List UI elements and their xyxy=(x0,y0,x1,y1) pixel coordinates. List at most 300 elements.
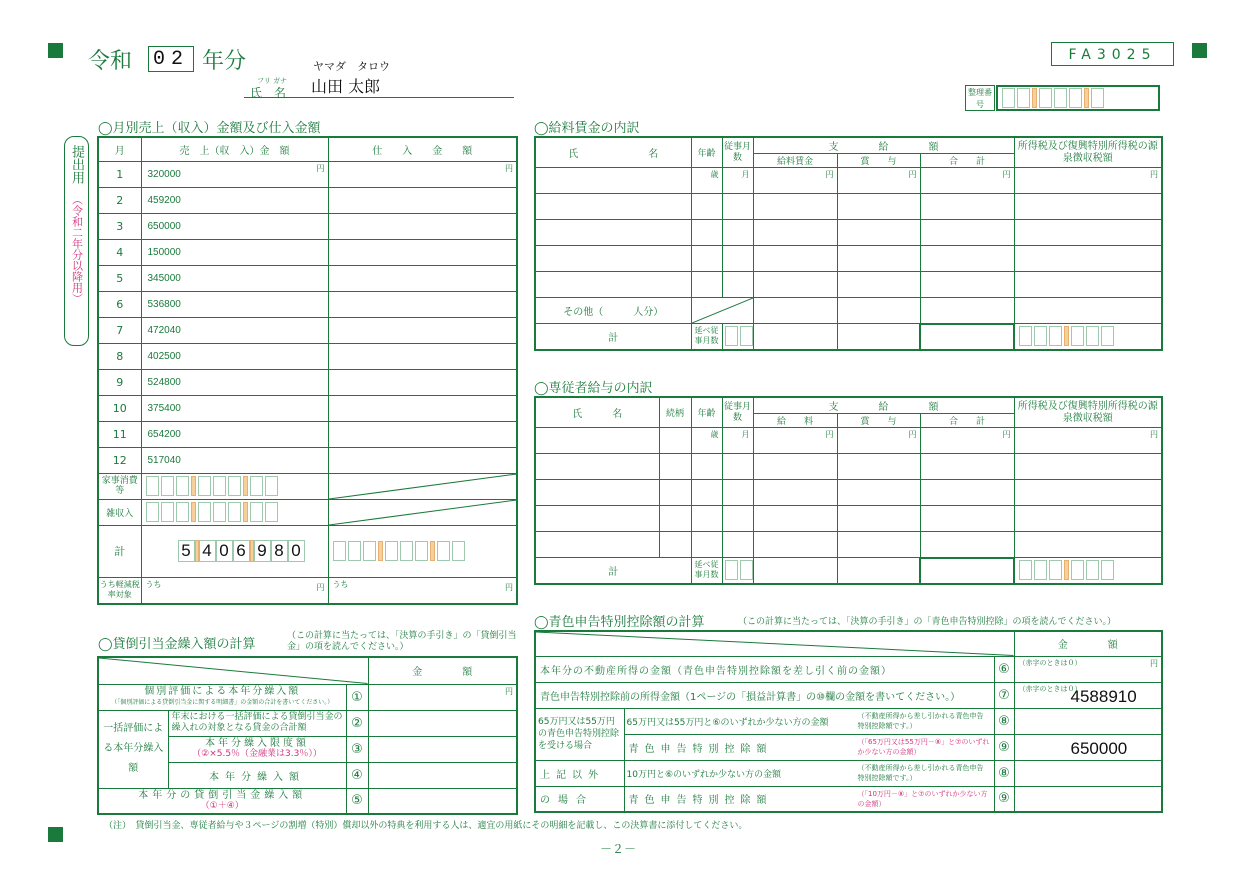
bd-n4: ④ xyxy=(346,762,368,788)
cell[interactable] xyxy=(691,506,722,532)
nobe-field[interactable] xyxy=(722,324,753,350)
bad-debt-head-blank xyxy=(98,657,368,684)
b-v8b[interactable] xyxy=(1014,760,1162,786)
purchase-value[interactable] xyxy=(328,291,517,317)
sales-value-text: 345000 xyxy=(147,272,181,284)
zatsu-field[interactable] xyxy=(141,499,328,525)
cell[interactable] xyxy=(722,428,753,454)
keigen-purchase[interactable] xyxy=(328,577,517,604)
unit-label: 円 xyxy=(908,170,917,179)
b-g2a: 上記以外 xyxy=(535,760,624,786)
cell[interactable] xyxy=(722,454,753,480)
cell[interactable] xyxy=(753,246,837,272)
cell[interactable] xyxy=(722,220,753,246)
unit-label: 円 xyxy=(825,430,834,439)
cell[interactable] xyxy=(837,506,920,532)
cell[interactable] xyxy=(659,428,691,454)
salary-title: ◯給料賃金の内訳 xyxy=(534,121,640,136)
total-digit: 9 xyxy=(254,540,271,562)
col-kyuryo: 給料賃金 xyxy=(753,154,837,168)
furigana-value[interactable]: ヤマダ タロウ xyxy=(313,60,390,73)
cell[interactable] xyxy=(1014,454,1162,480)
cell[interactable] xyxy=(722,532,753,558)
salary-other: その他（ 人分） xyxy=(535,298,691,324)
cell[interactable] xyxy=(837,194,920,220)
sales-value-text: 459200 xyxy=(147,194,181,206)
month-label: 7 xyxy=(98,317,141,343)
cell[interactable] xyxy=(753,480,837,506)
purchase-total-field[interactable] xyxy=(328,525,517,577)
sales-value-text: 536800 xyxy=(147,298,181,310)
b-r9b: 青色申告特別控除額 xyxy=(628,795,773,807)
cell[interactable] xyxy=(691,454,722,480)
cell[interactable] xyxy=(535,428,659,454)
table-row xyxy=(535,454,1162,480)
family-tax-total[interactable] xyxy=(1014,558,1162,584)
bad-debt-note: （この計算に当たっては、「決算の手引き」の「貸倒引当金」の項を読んでください。） xyxy=(287,631,517,652)
cell[interactable] xyxy=(920,558,1014,584)
table-row xyxy=(535,480,1162,506)
bd-r5: 本年分の貸倒引当金繰入額 xyxy=(138,789,307,801)
cell[interactable] xyxy=(837,272,920,298)
blue-head-blank xyxy=(535,631,1014,656)
sales-title: ◯月別売上（収入）金額及び仕入金額 xyxy=(98,121,321,136)
col-purchase: 仕 入 金 額 xyxy=(328,137,517,161)
cell[interactable] xyxy=(837,480,920,506)
uchi-label: うち xyxy=(332,579,349,589)
blue-title: ◯青色申告特別控除額の計算 xyxy=(534,615,705,630)
sales-value-text: 150000 xyxy=(147,246,181,258)
nobe-label: 延べ従事月数 xyxy=(691,324,722,350)
yen-unit: 円 xyxy=(316,583,325,592)
b-v7-value: 4588910 xyxy=(1070,686,1137,706)
purchase-value[interactable] xyxy=(328,317,517,343)
bd-n2: ② xyxy=(346,710,368,736)
cell[interactable] xyxy=(837,558,920,584)
cell[interactable] xyxy=(837,298,920,324)
sales-value[interactable] xyxy=(141,395,328,421)
sales-value-text: 650000 xyxy=(147,220,181,232)
bad-debt-table xyxy=(97,656,518,815)
unit-label: 円 xyxy=(1002,430,1011,439)
cell[interactable] xyxy=(535,532,659,558)
sales-row xyxy=(98,343,517,369)
cell[interactable] xyxy=(659,532,691,558)
sales-value[interactable] xyxy=(141,317,328,343)
b-v9-value: 650000 xyxy=(1070,738,1128,758)
cell[interactable] xyxy=(659,506,691,532)
name-value[interactable]: 山田 太郎 xyxy=(311,77,381,96)
col-sales: 売 上（収 入）金 額 xyxy=(141,137,328,161)
unit-label: 月 xyxy=(741,430,750,439)
sales-value-text: 375400 xyxy=(147,402,181,414)
col-months: 従事月数 xyxy=(722,137,753,168)
b-r8: 65万円又は55万円と⑥のいずれか少ない方の金額 xyxy=(626,717,829,728)
sales-row xyxy=(98,369,517,395)
cell[interactable] xyxy=(691,246,722,272)
bd-r4: 本年分繰入額 xyxy=(168,762,346,788)
table-row xyxy=(535,194,1162,220)
page-number: －２－ xyxy=(600,842,637,856)
cell[interactable] xyxy=(722,168,753,194)
sales-table xyxy=(97,136,518,605)
bd-v2[interactable] xyxy=(368,710,517,736)
col-gokei: 合 計 xyxy=(920,414,1014,428)
cell[interactable] xyxy=(920,246,1014,272)
cell[interactable] xyxy=(535,168,691,194)
sales-value[interactable] xyxy=(141,291,328,317)
name-label: 氏 名 xyxy=(250,86,287,100)
cell[interactable] xyxy=(535,506,659,532)
seiri-label: 整理番号 xyxy=(965,85,995,111)
unit-label: 円 xyxy=(1150,430,1158,439)
bd-r5-sub: （①＋④） xyxy=(200,800,244,811)
sales-total-field[interactable] xyxy=(141,525,328,577)
yen-unit: 円 xyxy=(505,686,513,696)
b-r8b: 10万円と⑥のいずれか少ない方の金額 xyxy=(626,769,782,780)
cell[interactable] xyxy=(753,220,837,246)
cell[interactable] xyxy=(753,194,837,220)
cell[interactable] xyxy=(722,506,753,532)
cell[interactable] xyxy=(920,480,1014,506)
month-label: 12 xyxy=(98,447,141,473)
cell[interactable] xyxy=(753,298,837,324)
cell[interactable] xyxy=(1014,298,1162,324)
month-label: 8 xyxy=(98,343,141,369)
sales-row xyxy=(98,187,517,213)
col-shoyo: 賞 与 xyxy=(837,414,920,428)
purchase-value[interactable] xyxy=(328,421,517,447)
year-field[interactable]: 02 xyxy=(148,46,194,72)
form-code: FA3025 xyxy=(1051,42,1174,66)
cell[interactable] xyxy=(920,272,1014,298)
unit-label: 歳 xyxy=(710,170,719,179)
family-total-label: 計 xyxy=(535,558,691,584)
corner-mark-tl xyxy=(48,43,63,58)
b-r9: 青色申告特別控除額 xyxy=(628,743,773,755)
table-row xyxy=(535,506,1162,532)
cell[interactable] xyxy=(920,298,1014,324)
cell[interactable] xyxy=(535,220,691,246)
total-digit: 0 xyxy=(288,540,305,562)
sales-value[interactable] xyxy=(141,343,328,369)
footer-note: （注） 貸倒引当金、専従者給与や３ページの割増（特別）償却以外の特典を利用する人は、適宜の用紙にその明細を記載し、この決算書に添付してください。 xyxy=(104,821,748,831)
month-label: 5 xyxy=(98,265,141,291)
sales-value[interactable] xyxy=(141,239,328,265)
kaji-label: 家事消費等 xyxy=(98,473,141,499)
bd-n1: ① xyxy=(346,684,368,710)
family-table xyxy=(534,396,1163,585)
b-v6[interactable] xyxy=(1014,656,1162,682)
b-g2b: の場合 xyxy=(535,786,624,812)
sales-value[interactable] xyxy=(141,187,328,213)
purchase-value[interactable] xyxy=(328,343,517,369)
cell[interactable] xyxy=(691,168,722,194)
cell[interactable] xyxy=(753,454,837,480)
family-title: ◯専従者給与の内訳 xyxy=(534,381,653,396)
month-label: 11 xyxy=(98,421,141,447)
zatsu-purchase-blank xyxy=(328,499,517,525)
bd-r1: 個別評価による本年分繰入額 xyxy=(144,686,301,697)
cell[interactable] xyxy=(920,220,1014,246)
sales-row xyxy=(98,447,517,473)
unit-label: 円 xyxy=(1002,170,1011,179)
zatsu-label: 雑収入 xyxy=(98,499,141,525)
unit-label: 円 xyxy=(908,430,917,439)
b-r8b-note: （不動産所得から差し引かれる青色申告特別控除額です。） xyxy=(857,763,984,782)
purchase-value[interactable] xyxy=(328,369,517,395)
unit-label: 円 xyxy=(1150,170,1158,179)
cell[interactable] xyxy=(535,480,659,506)
bd-v5[interactable] xyxy=(368,788,517,814)
purchase-value[interactable] xyxy=(328,265,517,291)
corner-mark-tr xyxy=(1192,43,1207,58)
cell[interactable] xyxy=(920,454,1014,480)
cell[interactable] xyxy=(1014,220,1162,246)
bd-n3: ③ xyxy=(346,736,368,762)
yen-unit: 円 xyxy=(316,163,325,173)
purchase-value[interactable] xyxy=(328,395,517,421)
sales-row xyxy=(98,265,517,291)
sales-row xyxy=(98,395,517,421)
sales-value-text: 524800 xyxy=(147,376,181,388)
bd-r3-sub: （②×5.5％（金融業は3.3％）） xyxy=(192,749,322,759)
col-shoyo: 賞 与 xyxy=(837,154,920,168)
col-name: 氏 名 xyxy=(535,397,659,428)
total-label: 計 xyxy=(98,525,141,577)
submission-tab-sub: （令和二年分以降用） xyxy=(70,194,84,304)
cell[interactable] xyxy=(1014,532,1162,558)
name-underline xyxy=(244,97,514,98)
cell[interactable] xyxy=(1014,194,1162,220)
cell[interactable] xyxy=(920,194,1014,220)
cell[interactable] xyxy=(837,454,920,480)
b-r6: 本年分の不動産所得の金額（青色申告特別控除額を差し引く前の金額） xyxy=(535,656,994,682)
cell[interactable] xyxy=(753,324,837,350)
cell[interactable] xyxy=(722,272,753,298)
month-label: 2 xyxy=(98,187,141,213)
cell[interactable] xyxy=(535,194,691,220)
col-name: 氏 名 xyxy=(535,137,691,168)
unit-label: 歳 xyxy=(710,430,719,439)
cell[interactable] xyxy=(837,220,920,246)
cell[interactable] xyxy=(1014,246,1162,272)
month-label: 1 xyxy=(98,161,141,187)
bd-v4[interactable] xyxy=(368,762,517,788)
col-months: 従事月数 xyxy=(722,397,753,428)
total-digit: 4 xyxy=(199,540,216,562)
cell[interactable] xyxy=(753,532,837,558)
b-v9b[interactable] xyxy=(1014,786,1162,812)
cell[interactable] xyxy=(659,454,691,480)
salary-total-label: 計 xyxy=(535,324,691,350)
cell[interactable] xyxy=(691,220,722,246)
sales-value-text: 472040 xyxy=(147,324,181,336)
cell[interactable] xyxy=(753,506,837,532)
col-pay: 支 給 額 xyxy=(753,397,1014,414)
bd-v3[interactable] xyxy=(368,736,517,762)
bd-r2: 年末における一括評価による貸倒引当金の繰入れの対象となる貸金の合計額 xyxy=(168,710,346,736)
salary-tax-total[interactable] xyxy=(1014,324,1162,350)
sales-value[interactable] xyxy=(141,161,328,187)
purchase-value[interactable] xyxy=(328,447,517,473)
col-gokei: 合 計 xyxy=(920,154,1014,168)
cell[interactable] xyxy=(1014,428,1162,454)
col-age: 年齢 xyxy=(691,397,722,428)
sales-value[interactable] xyxy=(141,265,328,291)
corner-mark-bl xyxy=(48,827,63,842)
cell[interactable] xyxy=(753,428,837,454)
b-n8b: ⑧ xyxy=(994,760,1014,786)
sales-row xyxy=(98,291,517,317)
sales-value[interactable] xyxy=(141,447,328,473)
b-r8-note: （不動産所得から差し引かれる青色申告特別控除額です。） xyxy=(857,711,984,730)
yen-unit: 円 xyxy=(505,163,513,173)
sales-value[interactable] xyxy=(141,369,328,395)
cell[interactable] xyxy=(722,480,753,506)
sales-value-text: 654200 xyxy=(147,428,181,440)
col-rel: 続柄 xyxy=(659,397,691,428)
keigen-label: うち軽減税率対象 xyxy=(98,577,141,604)
total-digit: 6 xyxy=(233,540,250,562)
uchi-label: うち xyxy=(145,579,162,589)
sales-value-text: 517040 xyxy=(147,454,181,466)
col-tax: 所得税及び復興特別所得税の源泉徴収税額 xyxy=(1014,137,1162,168)
nobe-label: 延べ従事月数 xyxy=(691,558,722,584)
akaji-label: （赤字のときは０） xyxy=(1018,658,1082,667)
b-n9b: ⑨ xyxy=(994,786,1014,812)
bd-r1-sub: （「個別評価による貸倒引当金に関する明細書」の金額の合計を書いてください。） xyxy=(111,699,334,706)
cell[interactable] xyxy=(1014,168,1162,194)
cell[interactable] xyxy=(535,246,691,272)
b-v7[interactable] xyxy=(1014,682,1162,708)
b-r7: 青色申告特別控除前の所得金額（1ページの「損益計算書」の⑩欄の金額を書いてください。） xyxy=(535,682,994,708)
salary-other-blank xyxy=(691,298,753,324)
total-digit: 8 xyxy=(271,540,288,562)
cell[interactable] xyxy=(1014,272,1162,298)
bd-group: 一括評価による本年分繰入額 xyxy=(98,710,168,788)
cell[interactable] xyxy=(920,532,1014,558)
year-suffix: 年分 xyxy=(202,49,247,74)
sales-value-text: 402500 xyxy=(147,350,181,362)
bd-v1[interactable] xyxy=(368,684,517,710)
cell[interactable] xyxy=(837,324,920,350)
furigana-label: フリ ガナ xyxy=(257,77,287,85)
col-pay: 支 給 額 xyxy=(753,137,1014,154)
total-digit: 5 xyxy=(178,540,195,562)
cell[interactable] xyxy=(1014,480,1162,506)
blue-note: （この計算に当たっては、「決算の手引き」の「青色申告特別控除」の項を読んでください。） xyxy=(738,617,1117,627)
akaji-label: （赤字のときは０） xyxy=(1018,684,1082,693)
b-n6: ⑥ xyxy=(994,656,1014,682)
sales-row xyxy=(98,421,517,447)
submission-tab-label: 提出用 xyxy=(69,145,84,184)
sales-row xyxy=(98,317,517,343)
cell[interactable] xyxy=(837,532,920,558)
nobe-field[interactable] xyxy=(722,558,753,584)
keigen-sales[interactable] xyxy=(141,577,328,604)
cell[interactable] xyxy=(535,272,691,298)
cell[interactable] xyxy=(722,194,753,220)
cell[interactable] xyxy=(920,324,1014,350)
b-r9b-note: （「10万円－⑧」と⑦のいずれか少ない方の金額） xyxy=(857,789,988,808)
b-r9-note: （「65万円又は55万円－⑧」と⑦のいずれか少ない方の金額） xyxy=(857,737,990,756)
table-row xyxy=(535,532,1162,558)
submission-tab xyxy=(64,136,89,346)
seiri-number-field[interactable] xyxy=(996,85,1160,111)
b-n8: ⑧ xyxy=(994,708,1014,734)
cell[interactable] xyxy=(691,194,722,220)
cell[interactable] xyxy=(920,506,1014,532)
bd-r3: 本年分繰入限度額 xyxy=(205,738,309,749)
yen-unit: 円 xyxy=(505,583,513,592)
sales-row xyxy=(98,161,517,187)
purchase-value[interactable] xyxy=(328,161,517,187)
cell[interactable] xyxy=(1014,506,1162,532)
cell[interactable] xyxy=(535,454,659,480)
cell[interactable] xyxy=(837,428,920,454)
unit-label: 月 xyxy=(741,170,750,179)
purchase-value[interactable] xyxy=(328,239,517,265)
table-row xyxy=(535,428,1162,454)
cell[interactable] xyxy=(691,532,722,558)
era-label: 令和 xyxy=(88,49,133,74)
col-kyuryo: 給 料 xyxy=(753,414,837,428)
cell[interactable] xyxy=(753,558,837,584)
table-row xyxy=(535,168,1162,194)
month-label: 10 xyxy=(98,395,141,421)
bad-debt-title: ◯貸倒引当金繰入額の計算 xyxy=(98,637,256,652)
kaji-field[interactable] xyxy=(141,473,328,499)
cell[interactable] xyxy=(837,246,920,272)
total-digit: 0 xyxy=(216,540,233,562)
cell[interactable] xyxy=(753,168,837,194)
b-v9[interactable] xyxy=(1014,734,1162,760)
cell[interactable] xyxy=(837,168,920,194)
sales-row xyxy=(98,239,517,265)
table-row xyxy=(535,246,1162,272)
col-age: 年齢 xyxy=(691,137,722,168)
purchase-value[interactable] xyxy=(328,187,517,213)
sales-value-text: 320000 xyxy=(147,168,181,180)
cell[interactable] xyxy=(753,272,837,298)
month-label: 3 xyxy=(98,213,141,239)
b-g1: 65万円又は55万円の青色申告特別控除を受ける場合 xyxy=(535,708,624,760)
cell[interactable] xyxy=(691,272,722,298)
salary-table xyxy=(534,136,1163,351)
month-label: 4 xyxy=(98,239,141,265)
purchase-value[interactable] xyxy=(328,213,517,239)
yen-unit: 円 xyxy=(1150,658,1158,668)
blue-table xyxy=(534,630,1163,813)
b-v8[interactable] xyxy=(1014,708,1162,734)
col-amount: 金 額 xyxy=(368,657,517,684)
cell[interactable] xyxy=(722,246,753,272)
col-month: 月 xyxy=(98,137,141,161)
b-n7: ⑦ xyxy=(994,682,1014,708)
sales-value[interactable] xyxy=(141,421,328,447)
table-row xyxy=(535,220,1162,246)
cell[interactable] xyxy=(659,480,691,506)
cell[interactable] xyxy=(920,428,1014,454)
cell[interactable] xyxy=(691,480,722,506)
cell[interactable] xyxy=(920,168,1014,194)
kaji-purchase-blank xyxy=(328,473,517,499)
cell[interactable] xyxy=(691,428,722,454)
col-tax: 所得税及び復興特別所得税の源泉徴収税額 xyxy=(1014,397,1162,428)
sales-value[interactable] xyxy=(141,213,328,239)
month-label: 9 xyxy=(98,369,141,395)
